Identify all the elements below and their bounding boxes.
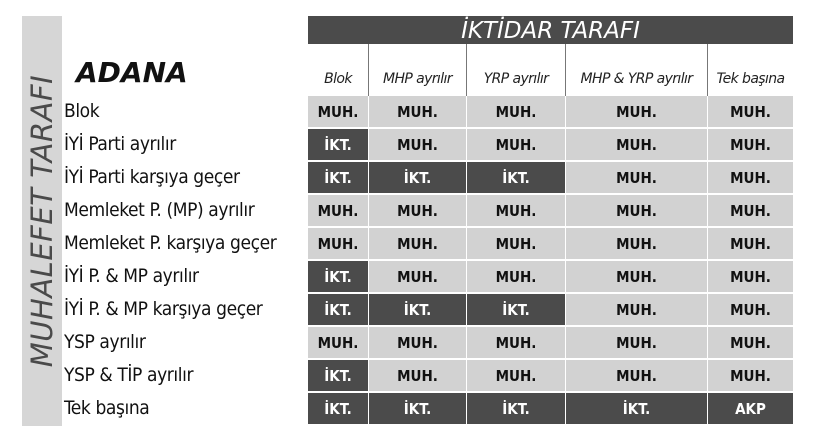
result-cell-ikt: İKT. xyxy=(308,393,368,424)
column-header-yrp-leaves: YRP ayrılır xyxy=(483,71,549,87)
result-cell-muh: MUH. xyxy=(566,96,707,127)
result-cell-muh: MUH. xyxy=(708,96,793,127)
government-side-title: İKTİDAR TARAFI xyxy=(308,16,793,44)
result-cell-muh: MUH. xyxy=(708,360,793,391)
result-cell-muh: MUH. xyxy=(708,162,793,193)
table-row xyxy=(62,393,793,424)
result-cell-muh: MUH. xyxy=(308,228,368,259)
result-cell-muh: MUH. xyxy=(708,261,793,292)
row-label: YSP ayrılır xyxy=(64,331,146,353)
result-cell-muh: MUH. xyxy=(708,294,793,325)
scenario-table xyxy=(62,96,793,426)
table-row xyxy=(62,96,793,127)
table-row xyxy=(62,228,793,259)
result-cell-muh: MUH. xyxy=(467,360,565,391)
result-cell-muh: MUH. xyxy=(308,195,368,226)
row-label: İYİ Parti karşıya geçer xyxy=(64,166,240,188)
row-label: Memleket P. (MP) ayrılır xyxy=(64,199,255,221)
result-cell-muh: MUH. xyxy=(467,129,565,160)
table-row xyxy=(62,129,793,160)
result-cell-muh: MUH. xyxy=(467,228,565,259)
result-cell-muh: MUH. xyxy=(566,327,707,358)
result-cell-ikt: İKT. xyxy=(308,129,368,160)
result-cell-ikt: İKT. xyxy=(369,393,466,424)
result-cell-muh: MUH. xyxy=(369,195,466,226)
result-cell-muh: MUH. xyxy=(566,261,707,292)
result-cell-akp: AKP xyxy=(708,393,793,424)
result-cell-muh: MUH. xyxy=(566,129,707,160)
column-header-mhp-leaves: MHP ayrılır xyxy=(383,71,452,87)
result-cell-muh: MUH. xyxy=(708,228,793,259)
region-title: ADANA xyxy=(76,56,188,89)
table-row xyxy=(62,261,793,292)
result-cell-muh: MUH. xyxy=(308,96,368,127)
result-cell-ikt: İKT. xyxy=(369,162,466,193)
result-cell-muh: MUH. xyxy=(369,96,466,127)
result-cell-muh: MUH. xyxy=(369,261,466,292)
result-cell-ikt: İKT. xyxy=(308,360,368,391)
result-cell-muh: MUH. xyxy=(566,195,707,226)
column-header-mhp-yrp-leave: MHP & YRP ayrılır xyxy=(580,71,693,87)
result-cell-muh: MUH. xyxy=(566,360,707,391)
row-label: İYİ Parti ayrılır xyxy=(64,133,176,155)
result-cell-ikt: İKT. xyxy=(308,294,368,325)
column-header-alone: Tek başına xyxy=(716,71,785,87)
result-cell-muh: MUH. xyxy=(467,327,565,358)
result-cell-ikt: İKT. xyxy=(308,162,368,193)
result-cell-muh: MUH. xyxy=(369,228,466,259)
row-label: İYİ P. & MP ayrılır xyxy=(64,265,199,287)
table-row xyxy=(62,360,793,391)
result-cell-muh: MUH. xyxy=(369,129,466,160)
result-cell-muh: MUH. xyxy=(308,327,368,358)
row-label: Memleket P. karşıya geçer xyxy=(64,232,277,254)
row-label: Blok xyxy=(64,100,100,122)
column-header-blok: Blok xyxy=(324,71,352,87)
result-cell-ikt: İKT. xyxy=(467,294,565,325)
result-cell-ikt: İKT. xyxy=(308,261,368,292)
result-cell-ikt: İKT. xyxy=(369,294,466,325)
result-cell-muh: MUH. xyxy=(369,360,466,391)
result-cell-muh: MUH. xyxy=(467,96,565,127)
result-cell-ikt: İKT. xyxy=(566,393,707,424)
table-row xyxy=(62,327,793,358)
result-cell-muh: MUH. xyxy=(566,162,707,193)
table-row xyxy=(62,162,793,193)
result-cell-muh: MUH. xyxy=(708,129,793,160)
result-cell-muh: MUH. xyxy=(566,294,707,325)
result-cell-muh: MUH. xyxy=(467,195,565,226)
result-cell-muh: MUH. xyxy=(708,195,793,226)
result-cell-muh: MUH. xyxy=(467,261,565,292)
row-label: Tek başına xyxy=(64,397,150,419)
table-row xyxy=(62,294,793,325)
table-row xyxy=(62,195,793,226)
result-cell-muh: MUH. xyxy=(369,327,466,358)
result-cell-ikt: İKT. xyxy=(467,393,565,424)
result-cell-muh: MUH. xyxy=(708,327,793,358)
result-cell-muh: MUH. xyxy=(566,228,707,259)
row-label: İYİ P. & MP karşıya geçer xyxy=(64,298,263,320)
row-label: YSP & TİP ayrılır xyxy=(64,364,194,386)
opposition-side-title: MUHALEFET TARAFI xyxy=(25,74,59,368)
result-cell-ikt: İKT. xyxy=(467,162,565,193)
